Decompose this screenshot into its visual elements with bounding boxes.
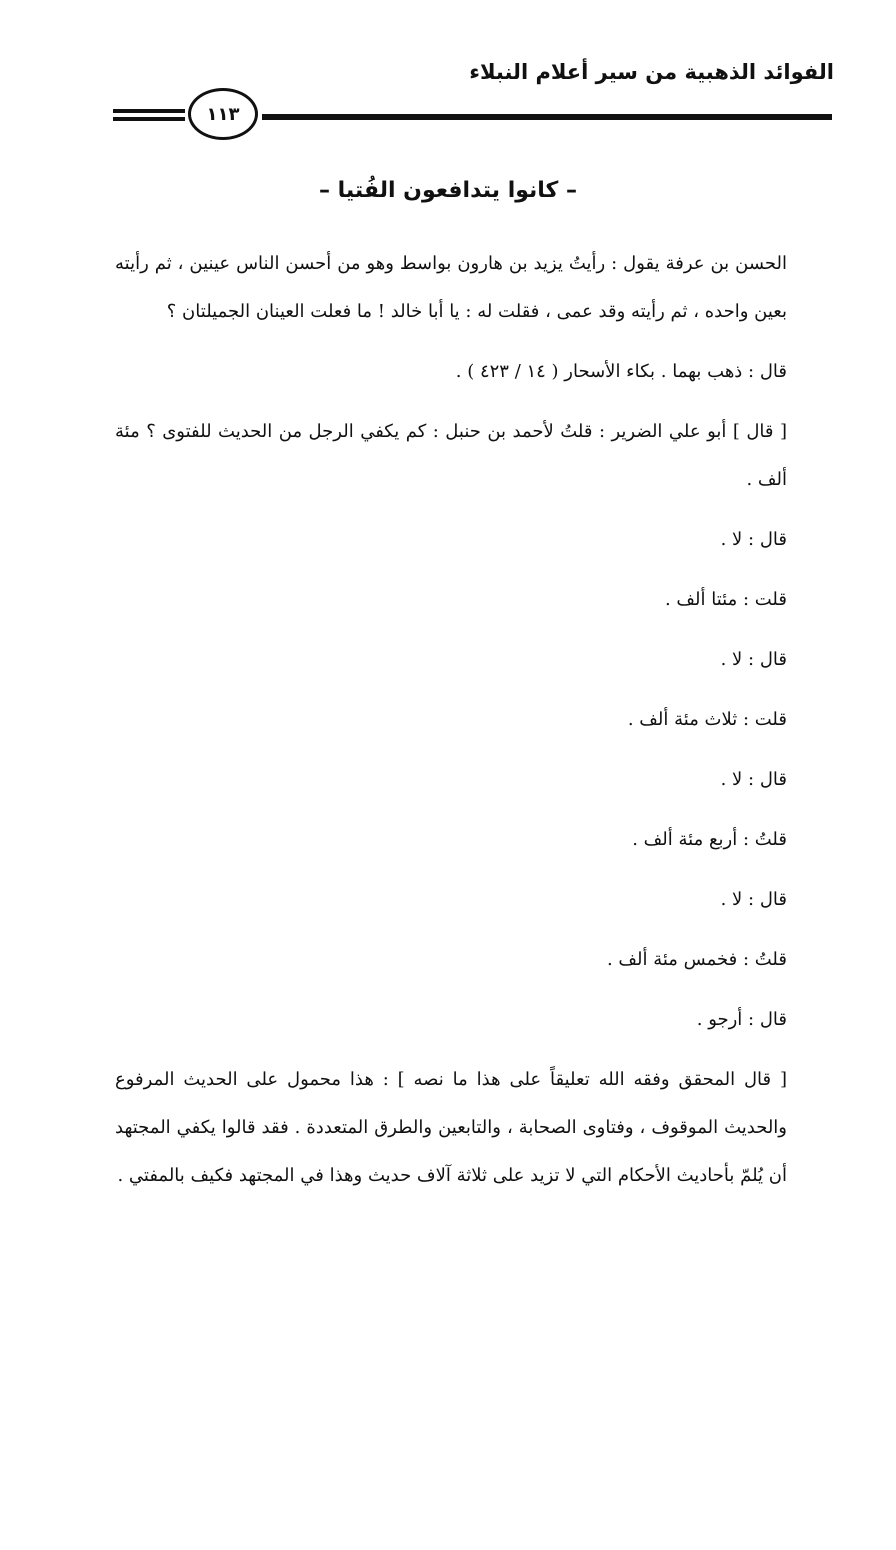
- dialog-line: قلت : ثلاث مئة ألف .: [627, 709, 787, 730]
- page-number: ١١٣: [206, 103, 240, 125]
- paragraph-2: قال : ذهب بهما . بكاء الأسحار ( ١٤ / ٤٢٣ ) .: [455, 361, 787, 382]
- dialog-line: قال : لا .: [720, 889, 787, 910]
- dialog-line: قلتُ : فخمس مئة ألف .: [606, 949, 787, 970]
- dialog-line: قال : أرجو .: [696, 1009, 787, 1030]
- body-text: [115, 240, 835, 1212]
- book-title: الفوائد الذهبية من سير أعلام النبلاء: [469, 60, 834, 84]
- section-heading: – كانوا يتدافعون الفُتيا –: [318, 178, 578, 203]
- header-rule-left-top: [113, 109, 185, 113]
- dialog-line: قلت : مئتا ألف .: [664, 589, 787, 610]
- header-rule-right: [262, 114, 832, 120]
- dialog-line: قلتُ : أربع مئة ألف .: [632, 829, 787, 850]
- page-number-badge: [188, 88, 258, 140]
- paragraph-3: [ قال ] أبو علي الضرير : قلتُ لأحمد بن حنبل : كم يكفي الرجل من الحديث للفتوى ؟ مئة ألف .: [115, 421, 787, 490]
- dialog-line: قال : لا .: [720, 649, 787, 670]
- header-rule-left-bottom: [113, 117, 185, 121]
- closing-paragraph: [ قال المحقق وفقه الله تعليقاً على هذا ما نصه ] : هذا محمول على الحديث المرفوع والحديث الموقوف ، وفتاوى الصحابة ، والتابعين والطرق المتعددة . فقد قالوا يكفي المجتهد أن يُلمّ بأحاديث الأحكام التي لا تزيد على ثلاثة آلاف حديث وهذا في المجتهد فكيف بالمفتي .: [115, 1069, 787, 1186]
- paragraph-1: الحسن بن عرفة يقول : رأيتُ يزيد بن هارون بواسط وهو من أحسن الناس عينين ، ثم رأيته بعين واحده ، ثم رأيته وقد عمى ، فقلت له : يا أبا خالد ! ما فعلت العينان الجميلتان ؟: [115, 253, 787, 322]
- dialog-line: قال : لا .: [720, 769, 787, 790]
- dialog-line: قال : لا .: [720, 529, 787, 550]
